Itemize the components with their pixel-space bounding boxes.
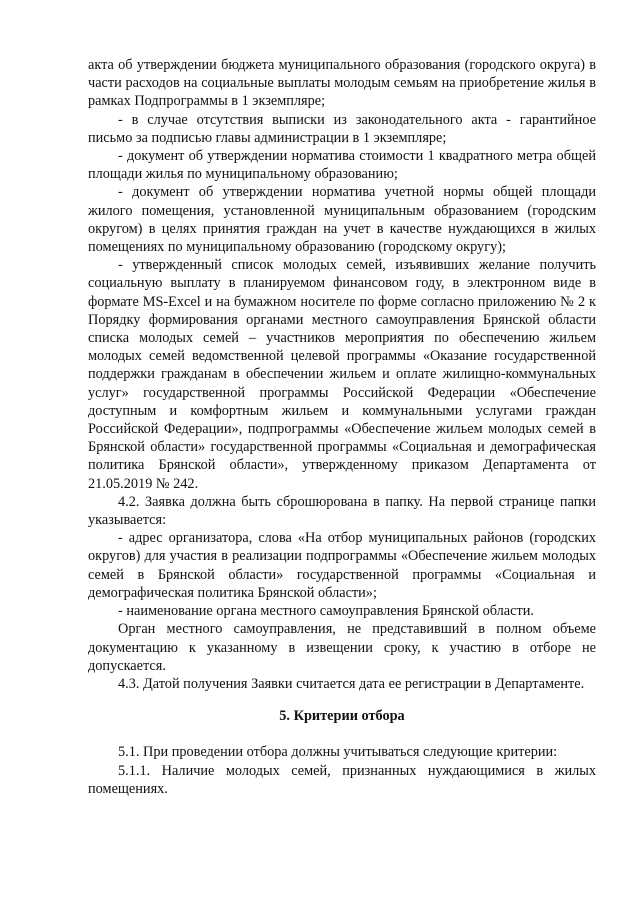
- section-heading: 5. Критерии отбора: [279, 708, 405, 725]
- paragraph-4-3: 4.3. Датой получения Заявки считается дата ее регистрации в Департаменте.: [118, 675, 585, 692]
- paragraph-family-list: - утвержденный список молодых семей, изъявивших желание получить социальную выплату в планируемом финансовом году, в электронном виде в формате MS-Excel и на бумажном носителе по форме согласно приложению № 2 к Порядку формирования органами местного самоуправления Брянской области списка молодых семей – участников мероприятия по обеспечению жильем молодых семей ведомственной целевой программы «Оказание государственной поддержки гражданам в обеспечении жильем и оплате жилищно-коммунальных услуг» государственной программы Российской Федерации «Обеспечение доступным и комфортным жильем и коммунальными услугами граждан Российской Федерации», подпрограммы «Обеспечение жильем молодых семей в Брянской области» государственной программы «Социальная и демографическая политика Брянской области», утвержденному приказом Департамента от 21.05.2019 № 242.: [88, 257, 596, 492]
- paragraph-authority-name: - наименование органа местного самоуправления Брянской области.: [118, 603, 534, 620]
- paragraph-4-2: 4.2. Заявка должна быть сброшюрована в папку. На первой странице папки указывается:: [88, 493, 596, 529]
- paragraph-guarantee-letter: - в случае отсутствия выписки из законодательного акта - гарантийное письмо за подписью главы администрации в 1 экземпляре;: [88, 111, 596, 146]
- paragraph-5-1: 5.1. При проведении отбора должны учитываться следующие критерии:: [118, 744, 558, 761]
- paragraph-not-admitted: Орган местного самоуправления, не представивший в полном объеме документацию к указанному в извещении сроку, к участию в отборе не допускается.: [88, 621, 596, 674]
- paragraph-5-1-1: 5.1.1. Наличие молодых семей, признанных нуждающимися в жилых помещениях.: [88, 762, 596, 797]
- paragraph-budget-act: акта об утверждении бюджета муниципального образования (городского округа) в части расходов на социальные выплаты молодым семьям на приобретение жилья в рамках Подпрограммы в 1 экземпляре;: [88, 57, 596, 110]
- paragraph-area-norm: - документ об утверждении норматива учетной нормы общей площади жилого помещения, установленной муниципальным образованием (городским округом) в целях принятия граждан на учет в качестве нуждающихся в жилых помещениях по муниципальному образованию (городскому округу);: [88, 184, 596, 256]
- paragraph-organizer-address: - адрес организатора, слова «На отбор муниципальных районов (городских округов) для участия в реализации подпрограммы «Обеспечение жильем молодых семей в Брянской области» государственной программы «Социальная и демографическая политика Брянской области»;: [88, 530, 596, 601]
- paragraph-cost-norm: - документ об утверждении норматива стоимости 1 квадратного метра общей площади жилья по муниципальному образованию;: [88, 148, 596, 183]
